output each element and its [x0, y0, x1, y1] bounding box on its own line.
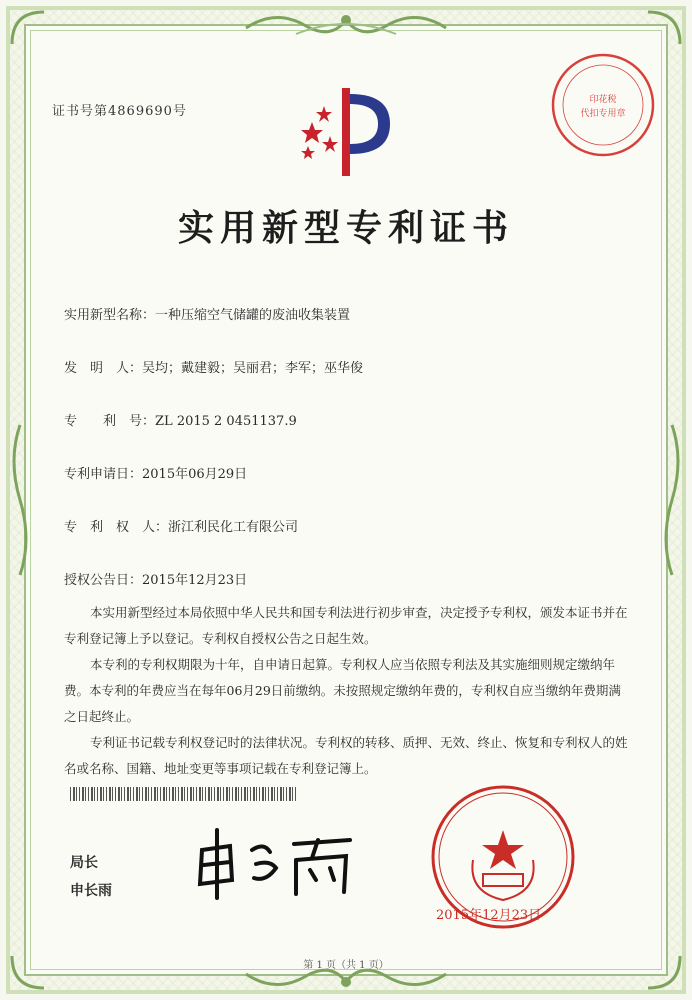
barcode	[70, 787, 298, 801]
field-label: 专 利 号：	[64, 414, 156, 429]
field-label: 专 利 权 人：	[64, 520, 169, 535]
certificate-number: 证书号第4869690号	[52, 104, 187, 119]
corner-ornament-icon	[8, 8, 48, 48]
body-paragraph: 专利证书记载专利权登记时的法律状况。专利权的转移、质押、无效、终止、恢复和专利权人的姓名或名称、国籍、地址变更等事项记载在专利登记簿上。	[64, 735, 628, 776]
seal-date: 2015年12月23日	[436, 908, 542, 923]
top-ornament-icon	[236, 8, 456, 42]
right-ornament-icon	[660, 420, 686, 580]
field-value: 2015年12月23日	[142, 573, 248, 588]
corner-ornament-icon	[644, 8, 684, 48]
field-application-date	[64, 463, 247, 482]
body-paragraph: 本实用新型经过本局依照中华人民共和国专利法进行初步审查，决定授予专利权，颁发本证书并在专利登记簿上予以登记。专利权自授权公告之日起生效。	[64, 605, 628, 646]
field-label: 授权公告日：	[64, 573, 143, 588]
field-value: 浙江利民化工有限公司	[168, 520, 299, 535]
director-name: 申长雨	[70, 883, 112, 899]
page-number: 第 1 页（共 1 页）	[303, 960, 389, 971]
certificate-body	[64, 600, 630, 782]
field-label: 实用新型名称：	[64, 308, 156, 323]
field-patentee	[64, 516, 298, 535]
field-value: ZL 2015 2 0451137.9	[155, 414, 297, 429]
agency-tax-stamp	[548, 50, 658, 160]
field-patent-number	[64, 410, 297, 429]
patent-office-logo-icon	[290, 80, 400, 180]
certificate-title: 实用新型专利证书	[177, 208, 514, 249]
field-value: 一种压缩空气储罐的废油收集装置	[155, 308, 351, 323]
body-paragraph: 本专利的专利权期限为十年，自申请日起算。专利权人应当依照专利法及其实施细则规定缴纳年费。本专利的年费应当在每年06月29日前缴纳。未按照规定缴纳年费的，专利权自应当缴纳年费期满之日起终止。	[64, 657, 621, 724]
director-title: 局长	[70, 855, 98, 871]
field-value: 吴均；戴建毅；吴丽君；李军；巫华俊	[142, 361, 364, 376]
field-inventors	[64, 357, 363, 376]
field-label: 发 明 人：	[64, 361, 143, 376]
field-grant-date	[64, 569, 247, 588]
svg-text:印花税: 印花税	[589, 95, 617, 105]
svg-text:代扣专用章: 代扣专用章	[580, 109, 626, 119]
handwritten-signature	[190, 820, 360, 900]
field-value: 2015年06月29日	[142, 467, 248, 482]
field-utility-model-name	[64, 304, 350, 323]
left-ornament-icon	[6, 420, 32, 580]
field-label: 专利申请日：	[64, 467, 143, 482]
